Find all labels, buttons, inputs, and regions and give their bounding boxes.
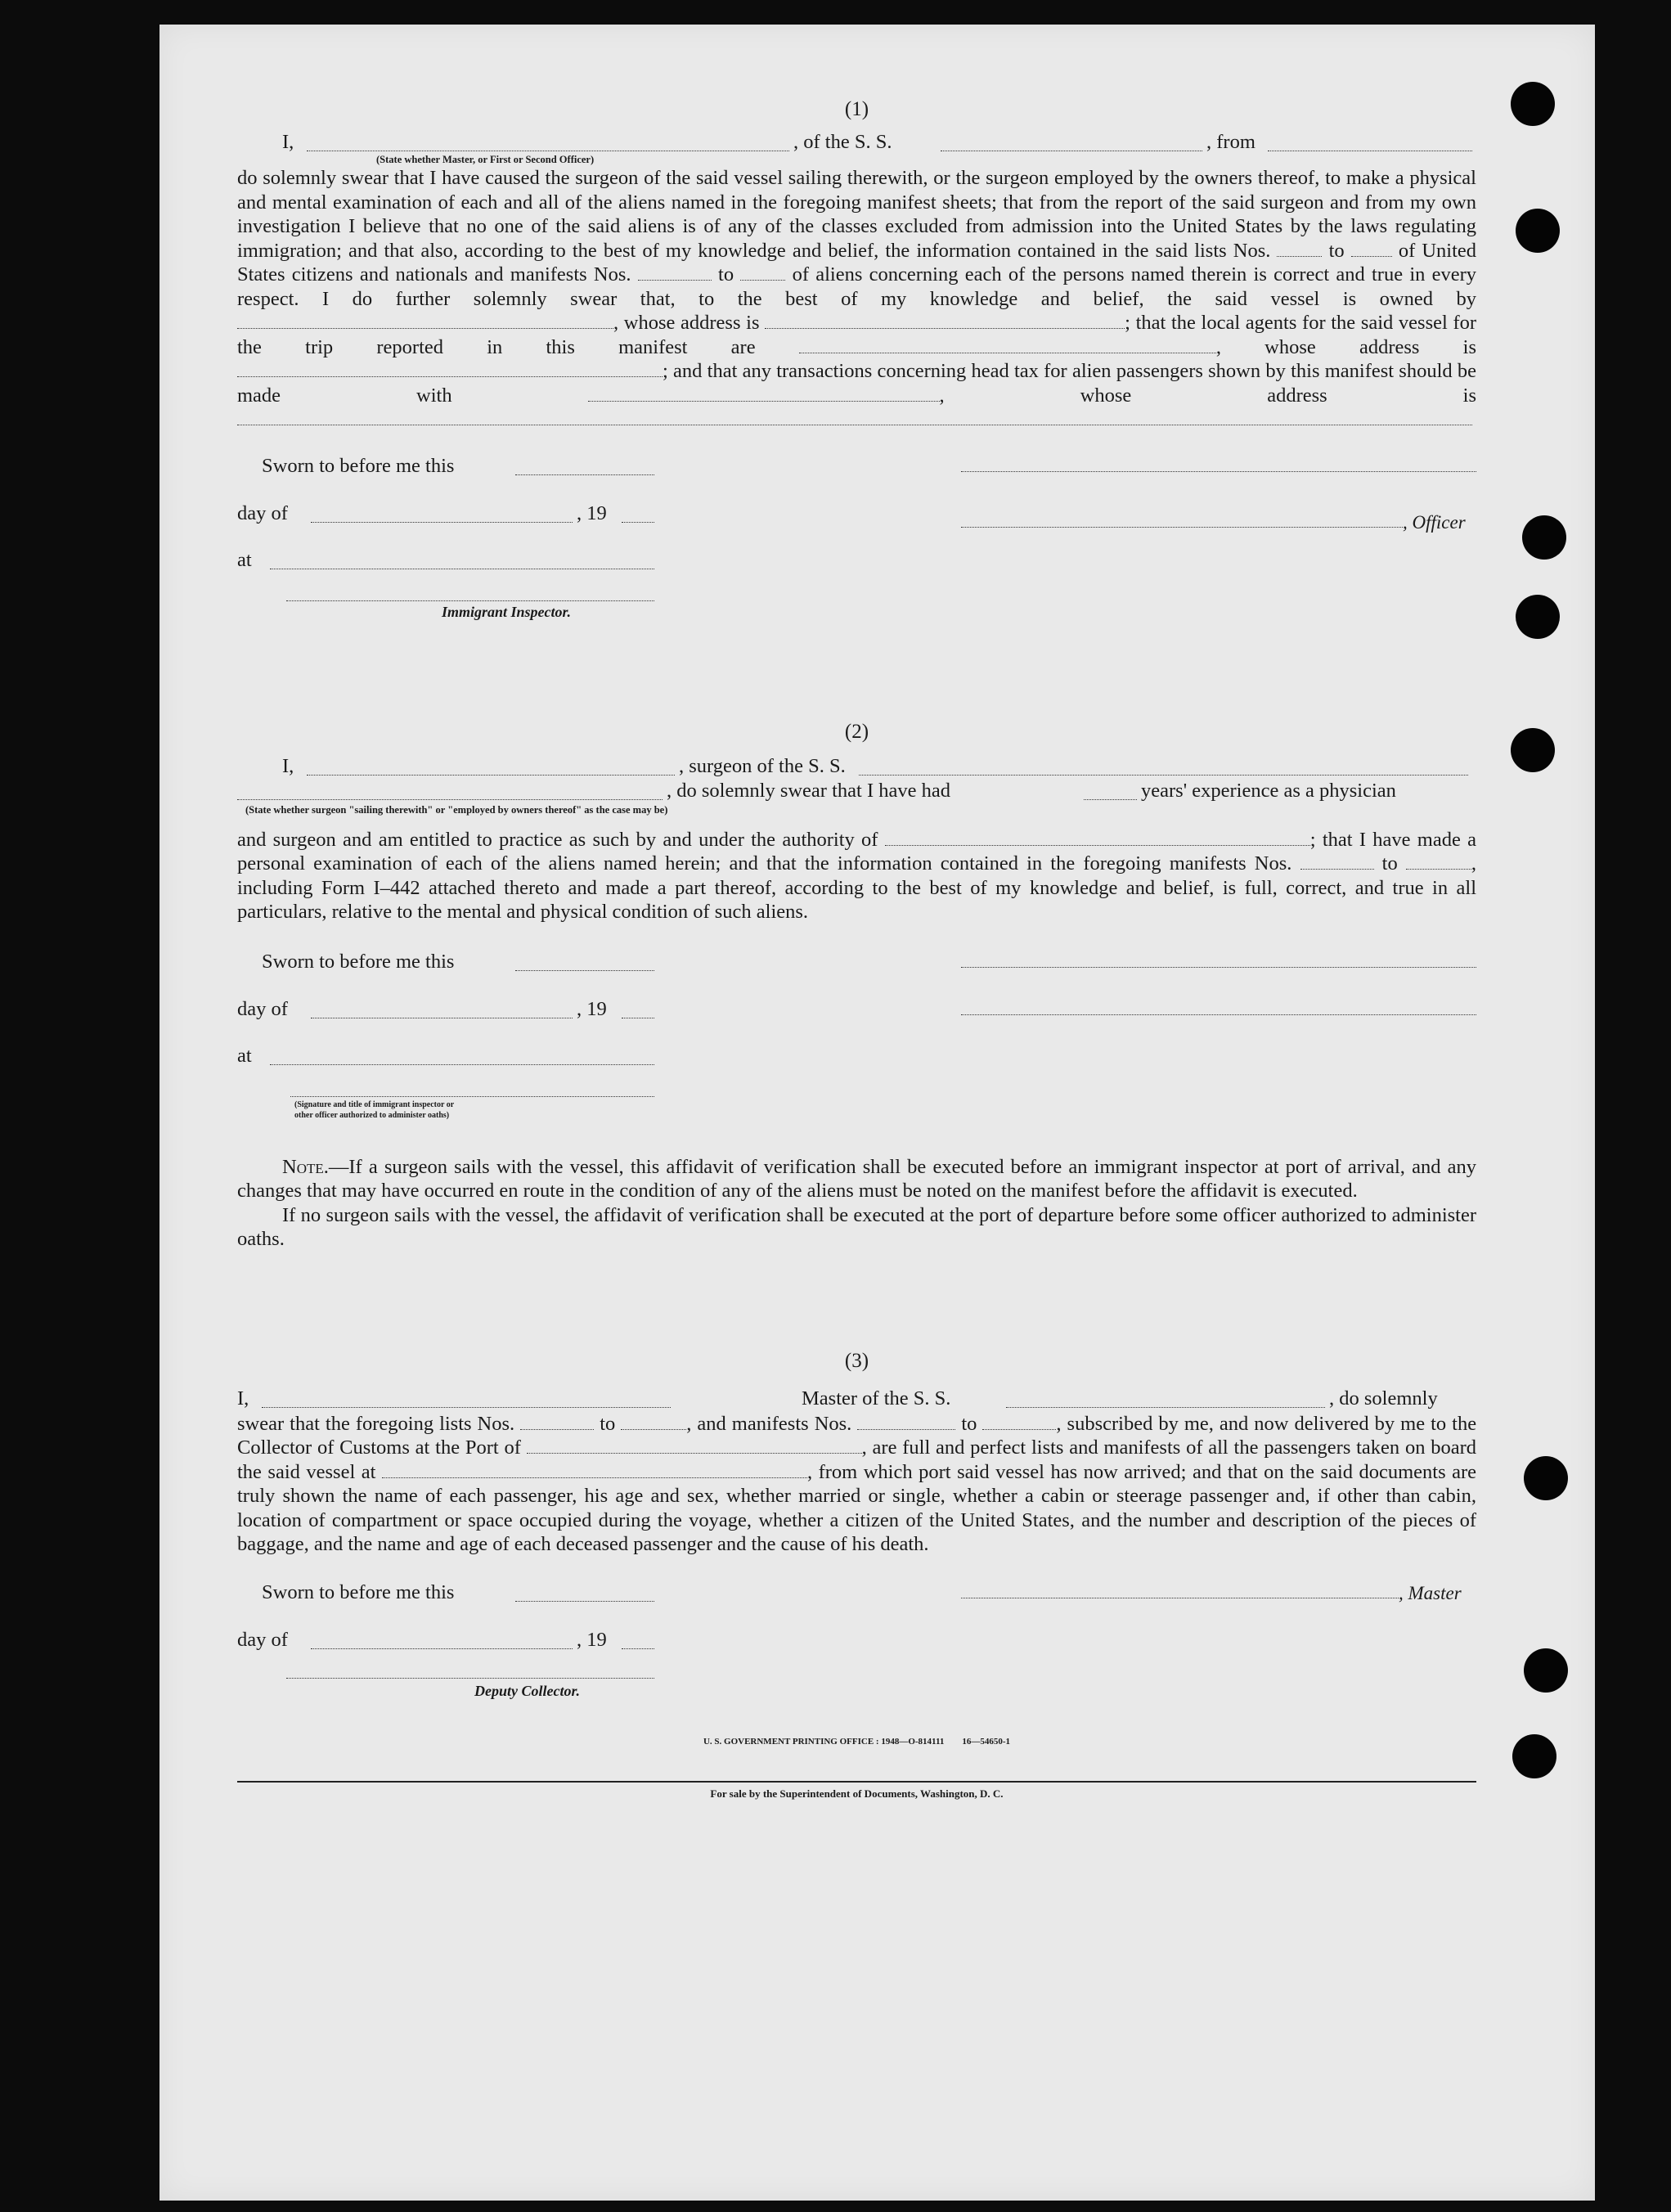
master-of-label: Master of the S. S. xyxy=(802,1387,951,1409)
day-of-label: day of xyxy=(237,501,288,524)
at-place-field[interactable] xyxy=(270,554,654,569)
years-experience-field[interactable] xyxy=(1084,785,1137,800)
year-label: , 19 xyxy=(577,997,607,1020)
section-2 xyxy=(237,721,1476,1252)
sworn-day-field[interactable] xyxy=(515,1586,654,1602)
master-oath-line: I, Master of the S. S. , do solemnly xyxy=(237,1387,1438,1409)
oath-paragraph: do solemnly swear that I have caused the surgeon of the said vessel sailing therewith, or the surgeon employed by the owners thereof, to make a physical and mental examination of each and all of the aliens named in the foregoing manifest sheets; that from the report of the said surgeon and from my own investigation I believe that no one of the said aliens is of any of the classes excluded from admission into the United States by the laws regulating immigration; and that also, according to the best of my knowledge and belief, the information contained in the said lists Nos. to of United States citizens and nationals and manifests Nos. to of aliens concerning each of the persons named therein is correct and true in every respect. I do further solemnly swear that, to the best of my knowledge and belief, the said vessel is owned by , whose address is ; that the local agents for the said vessel for the trip reported in this manifest are , whose address is ; and that any transactions concerning head tax for alien passengers shown by this manifest should be made with , whose address is xyxy=(237,166,1476,432)
year-label: , 19 xyxy=(577,501,607,524)
collector-caption: Deputy Collector. xyxy=(474,1682,580,1699)
officer-signature-line-2[interactable] xyxy=(961,527,1403,528)
surgeon-oath-line xyxy=(237,755,1476,780)
surgeon-manifests-from-field[interactable] xyxy=(1300,854,1374,870)
from-label: , from xyxy=(1206,131,1255,153)
binder-hole-icon xyxy=(1512,1734,1556,1778)
master-vessel-field[interactable] xyxy=(1006,1392,1325,1408)
year-field[interactable] xyxy=(622,507,654,523)
officer-signature-line-1[interactable] xyxy=(961,471,1476,472)
sale-notice: For sale by the Superintendent of Documents, Washington, D. C. xyxy=(710,1787,1004,1800)
head-tax-address-field[interactable] xyxy=(237,410,1472,425)
collector-signature-line[interactable] xyxy=(286,1678,654,1679)
manifests-from-field[interactable] xyxy=(638,265,712,281)
sworn-day-field[interactable] xyxy=(515,460,654,475)
section-3 xyxy=(237,1350,1476,1801)
day-of-label: day of xyxy=(237,1628,288,1651)
oath-prefix: I, xyxy=(237,1387,249,1409)
oath-prefix: I, xyxy=(282,754,294,777)
officer-label: , Officer xyxy=(1403,511,1466,533)
binder-hole-icon xyxy=(1524,1456,1568,1500)
binder-hole-icon xyxy=(1511,82,1555,126)
sworn-label: Sworn to before me this xyxy=(262,454,455,477)
from-port-field[interactable] xyxy=(1268,136,1472,151)
master-manifests-from-field[interactable] xyxy=(857,1414,955,1430)
surgeon-sailing-field[interactable] xyxy=(237,785,663,800)
day-of-month-field[interactable] xyxy=(311,1003,573,1018)
lists-to-field[interactable] xyxy=(1351,241,1392,257)
section-number: (3) xyxy=(844,1349,869,1372)
form-page xyxy=(159,25,1595,2201)
master-lists-from-field[interactable] xyxy=(520,1414,594,1430)
section-number: (1) xyxy=(844,98,869,120)
signature-caption-1: (Signature and title of immigrant inspector or xyxy=(294,1099,455,1109)
inspector-signature-line[interactable] xyxy=(286,600,654,601)
sworn-day-field[interactable] xyxy=(515,955,654,971)
surgeon-paragraph: and surgeon and am entitled to practice as such by and under the authority of ; that I have made a personal examination of each of the aliens named herein; and that the information contained in the foregoing manifests Nos. to , including Form I–442 attached thereto and made a part thereof, according to the best of my knowledge and belief, is full, correct, and true in all particulars, relative to the mental and physical condition of such aliens. xyxy=(237,828,1477,923)
binder-hole-icon xyxy=(1516,209,1560,253)
printing-office-line: U. S. GOVERNMENT PRINTING OFFICE : 1948—O-814111 16—54650-1 xyxy=(703,1736,1011,1747)
section-1 xyxy=(237,98,1476,643)
at-place-field[interactable] xyxy=(270,1050,654,1065)
authorized-officer-signature-line[interactable] xyxy=(290,1096,654,1097)
year-label: , 19 xyxy=(577,1628,607,1651)
note-paragraph-2: If no surgeon sails with the vessel, the affidavit of verification shall be executed at the port of departure before some officer authorized to administer oaths. xyxy=(237,1203,1476,1250)
surgeon-signature-line-2[interactable] xyxy=(961,1014,1476,1015)
section-2-signatures xyxy=(237,951,1476,1155)
sworn-label: Sworn to before me this xyxy=(262,1580,455,1603)
embark-port-field[interactable] xyxy=(382,1463,807,1478)
master-manifests-to-field[interactable] xyxy=(982,1414,1056,1430)
master-paragraph: swear that the foregoing lists Nos. to , and manifests Nos. to , subscribed by me, and now delivered by me to the Collector of Customs at the Port of , are full and perfect lists and manifests of all the passengers taken on board the said vessel at , from which port said vessel has now arrived; and that on the said documents are truly shown the name of each passenger, his age and sex, whether married or single, whether a cabin or steerage passenger and, if other than cabin, location of compartment or space occupied during the voyage, whether a citizen of the United States, and the number and description of the pieces of baggage, and the name and age of each deceased passenger and the cause of his death. xyxy=(237,1412,1477,1555)
agents-address-field[interactable] xyxy=(237,362,663,377)
surgeon-caption: (State whether surgeon "sailing therewith" or "employed by owners thereof" as the case may be) xyxy=(245,803,668,816)
master-name-field[interactable] xyxy=(262,1392,671,1408)
oath-line xyxy=(237,131,1476,155)
year-field[interactable] xyxy=(622,1003,654,1018)
at-label: at xyxy=(237,548,252,571)
master-lists-to-field[interactable] xyxy=(621,1414,686,1430)
master-label: , Master xyxy=(1399,1582,1462,1603)
binder-hole-icon xyxy=(1516,595,1560,639)
agents-field[interactable] xyxy=(799,338,1216,353)
section-number: (2) xyxy=(844,720,869,743)
section-1-signatures xyxy=(237,455,1476,643)
binder-hole-icon xyxy=(1524,1648,1568,1693)
inspector-caption: Immigrant Inspector. xyxy=(442,603,572,620)
day-of-month-field[interactable] xyxy=(311,1634,573,1649)
year-field[interactable] xyxy=(622,1634,654,1649)
officer-name-field[interactable] xyxy=(307,136,789,151)
at-label: at xyxy=(237,1044,252,1067)
port-field[interactable] xyxy=(527,1438,862,1454)
vessel-name-field[interactable] xyxy=(941,136,1202,151)
head-tax-contact-field[interactable] xyxy=(588,386,940,402)
day-of-month-field[interactable] xyxy=(311,507,573,523)
footer-rule xyxy=(237,1781,1476,1783)
note-paragraph-1: Note.—If a surgeon sails with the vessel, this affidavit of verification shall be executed before an immigrant inspector at port of arrival, and any changes that may have occurred en route in the condition of any of the aliens must be noted on the manifest before the affidavit is executed. xyxy=(237,1155,1476,1202)
day-of-label: day of xyxy=(237,997,288,1020)
surgeon-vessel-field[interactable] xyxy=(859,760,1468,776)
signature-caption-2: other officer authorized to administer oaths) xyxy=(294,1110,450,1120)
surgeon-experience-line: , do solemnly swear that I have had years' experience as a physician xyxy=(237,780,1476,804)
surgeon-signature-line[interactable] xyxy=(961,967,1476,968)
form-content xyxy=(237,98,1476,1801)
lists-from-field[interactable] xyxy=(1277,241,1322,257)
binder-hole-icon xyxy=(1522,515,1566,560)
owner-address-field[interactable] xyxy=(765,313,1125,329)
oath-prefix: I, xyxy=(282,131,294,153)
sworn-label: Sworn to before me this xyxy=(262,950,455,973)
surgeon-manifests-to-field[interactable] xyxy=(1406,854,1471,870)
authority-field[interactable] xyxy=(885,830,1310,846)
section-3-signatures xyxy=(237,1581,1476,1745)
surgeon-name-field[interactable] xyxy=(307,760,675,776)
binder-hole-icon xyxy=(1511,728,1555,772)
officer-caption: (State whether Master, or First or Second Officer) xyxy=(376,154,595,165)
manifests-to-field[interactable] xyxy=(740,265,785,281)
surgeon-of-label: , surgeon of the S. S. xyxy=(679,754,846,777)
of-ss-label: , of the S. S. xyxy=(793,131,892,153)
owner-field[interactable] xyxy=(237,313,613,329)
